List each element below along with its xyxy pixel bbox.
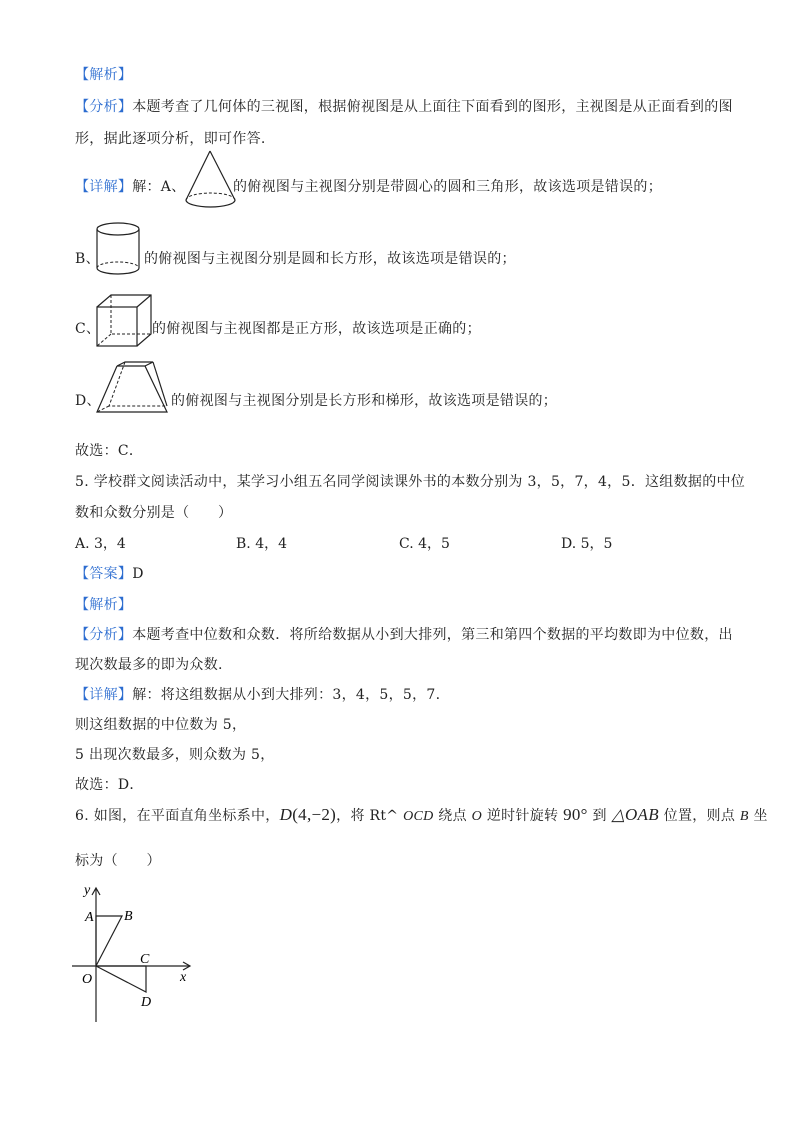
q5-option-d: D. 5，5 <box>561 536 613 552</box>
q5-fenxi <box>75 624 733 644</box>
q6-tri-oab: △OAB <box>611 805 659 824</box>
label-y: y <box>84 883 91 898</box>
answer-value: D <box>132 566 144 582</box>
label-c: C <box>140 952 150 967</box>
label-a: A <box>85 910 94 925</box>
q6-stem-mid4: 到 <box>587 808 612 824</box>
answer-tag: 【答案】 <box>75 566 133 582</box>
coordinate-figure <box>70 880 200 1025</box>
q6-stem-mid3: 逆时针旋转 <box>482 808 564 824</box>
q6-point-b: B <box>739 809 749 824</box>
q6-stem-prefix: 6. 如图，在平面直角坐标系中， <box>75 808 280 824</box>
q6-point-o: O <box>471 809 483 824</box>
q5-fenxi-line-1: 本题考查中位数和众数．将所给数据从小到大排列，第三和第四个数据的平均数即为中位数，出 <box>132 627 733 643</box>
q5-stem-line-1: 5. 学校群文阅读活动中，某学习小组五名同学阅读课外书的本数分别为 3，5，7，4，5．这组数据的中位 <box>75 474 746 490</box>
cube-figure <box>95 293 155 349</box>
cylinder-figure <box>94 220 144 278</box>
label-b: B <box>124 909 133 924</box>
q5-line-2: 则这组数据的中位数为 5， <box>75 717 247 733</box>
fenxi-paragraph <box>75 96 733 116</box>
q6-tri-ocd: OCD <box>403 809 434 824</box>
label-x: x <box>180 970 187 985</box>
fenxi-tag: 【分析】 <box>75 99 133 115</box>
label-d: D <box>141 995 152 1010</box>
b-prefix: B、 <box>75 251 100 267</box>
q6-point-d: D(4,−2) <box>279 805 337 824</box>
q5-xiangjie-line-1: 解：将这组数据从小到大排列：3，4，5，5，7. <box>132 687 441 703</box>
q6-stem-mid5: 位置，则点 <box>658 808 740 824</box>
xiangjie-a-prefix: 解：A、 <box>132 179 186 195</box>
q6-stem-line-1 <box>75 805 768 825</box>
d-prefix: D、 <box>75 393 101 409</box>
xiangjie-tag: 【详解】 <box>75 179 133 195</box>
q6-stem-mid2: 绕点 <box>433 808 472 824</box>
b-text: 的俯视图与主视图分别是圆和长方形，故该选项是错误的； <box>144 251 516 267</box>
q5-conclusion: 故选：D． <box>75 777 144 793</box>
q5-line-3: 5 出现次数最多，则众数为 5， <box>75 747 275 763</box>
q5-answer <box>75 563 144 583</box>
q5-option-a: A. 3，4 <box>75 536 126 552</box>
q5-xiangjie <box>75 684 440 704</box>
cone-figure <box>183 148 239 214</box>
q5-option-c: C. 4，5 <box>399 536 450 552</box>
q6-stem-line-2: 标为（ ） <box>75 853 161 869</box>
q4-conclusion: 故选：C． <box>75 443 144 459</box>
triangle-oab <box>96 916 122 966</box>
d-text: 的俯视图与主视图分别是长方形和梯形，故该选项是错误的； <box>171 393 558 409</box>
c-text: 的俯视图与主视图都是正方形，故该选项是正确的； <box>152 321 481 337</box>
q5-option-b: B. 4，4 <box>236 536 288 552</box>
q6-stem-mid1: ，将 Rt^ <box>336 808 404 824</box>
q5-xiangjie-tag: 【详解】 <box>75 687 133 703</box>
triangle-ocd <box>96 966 146 992</box>
xiangjie-a-text: 的俯视图与主视图分别是带圆心的圆和三角形，故该选项是错误的； <box>233 179 662 195</box>
q5-jiexi-tag: 【解析】 <box>75 597 133 613</box>
xiangjie-a <box>75 176 186 196</box>
q5-fenxi-tag: 【分析】 <box>75 627 133 643</box>
q5-stem-line-2: 数和众数分别是（ ） <box>75 505 233 521</box>
fenxi-line-2: 形，据此逐项分析，即可作答. <box>75 131 266 147</box>
fenxi-line-1: 本题考查了几何体的三视图，根据俯视图是从上面往下面看到的图形，主视图是从正面看到的图 <box>132 99 733 115</box>
jiexi-tag: 【解析】 <box>75 67 133 83</box>
q5-fenxi-line-2: 现次数最多的即为众数. <box>75 657 223 673</box>
label-o: O <box>82 972 93 987</box>
frustum-figure <box>95 360 171 418</box>
c-prefix: C、 <box>75 321 101 337</box>
q6-stem-end: 坐 <box>748 808 768 824</box>
q6-angle: 90° <box>563 805 588 824</box>
